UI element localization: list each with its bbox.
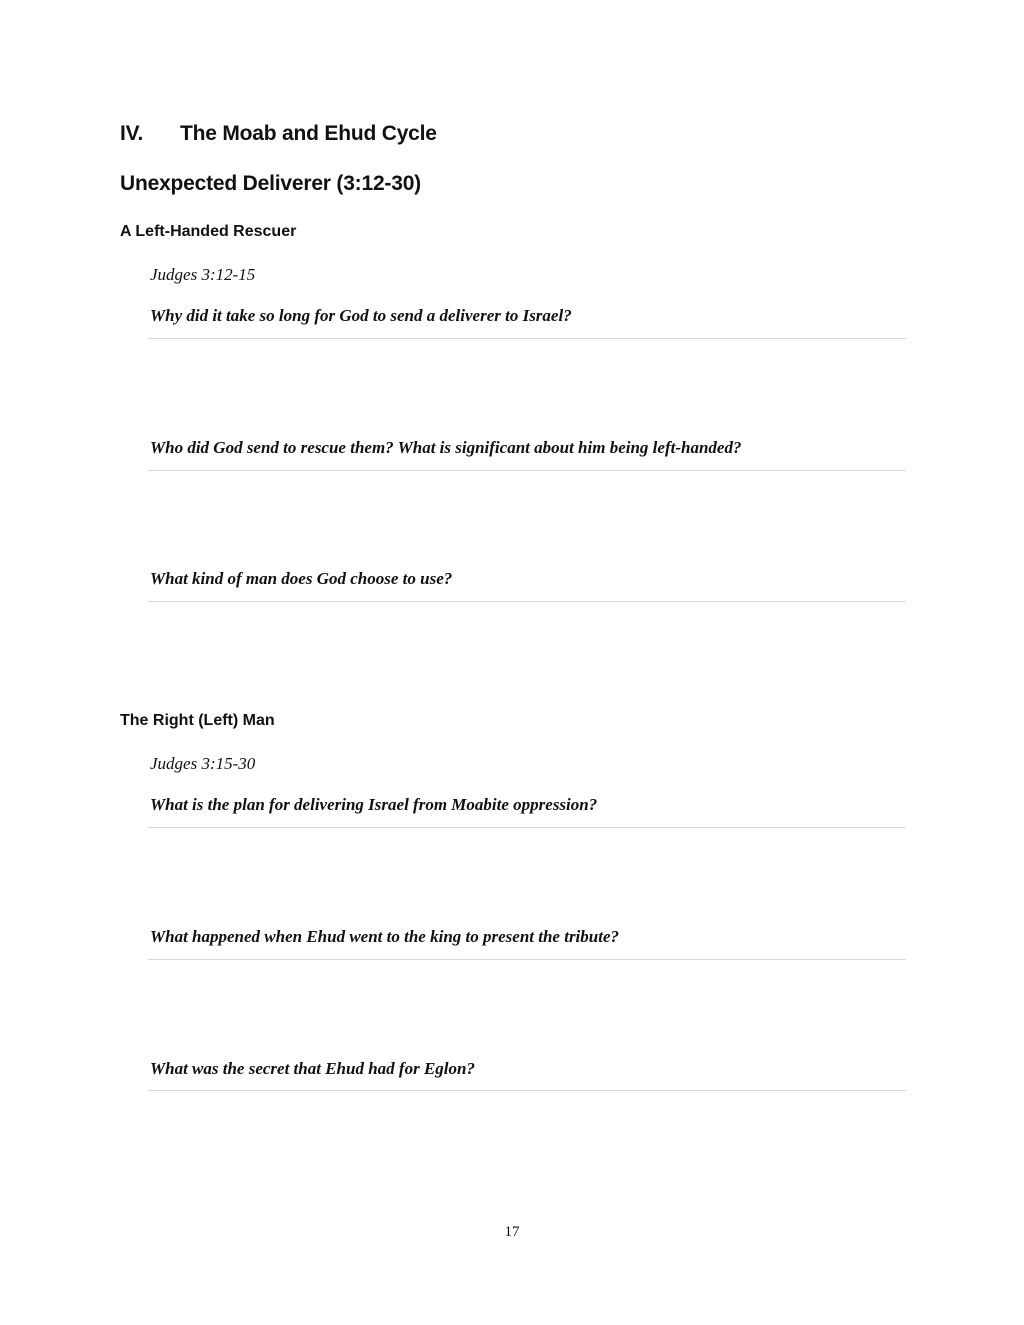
scripture-reference: Judges 3:15-30 <box>150 754 256 773</box>
subsection-title: Unexpected Deliverer (3:12-30) <box>120 172 421 195</box>
answer-line <box>148 601 906 602</box>
section-number: IV. <box>120 122 144 145</box>
page-number: 17 <box>504 1224 520 1240</box>
question: Who did God send to rescue them? What is significant about him being left-handed? <box>150 438 742 457</box>
question: Why did it take so long for God to send a deliverer to Israel? <box>150 306 572 325</box>
answer-line <box>148 338 906 339</box>
part-heading: A Left-Handed Rescuer <box>120 223 297 240</box>
answer-line <box>148 470 906 471</box>
question: What kind of man does God choose to use? <box>150 569 453 588</box>
answer-line <box>148 1090 906 1091</box>
scripture-reference: Judges 3:12-15 <box>150 265 256 284</box>
answer-line <box>148 959 906 960</box>
section-title: The Moab and Ehud Cycle <box>180 122 437 145</box>
question: What is the plan for delivering Israel from Moabite oppression? <box>150 795 598 814</box>
section-heading <box>120 122 437 146</box>
question: What happened when Ehud went to the king to present the tribute? <box>150 927 620 946</box>
part-heading: The Right (Left) Man <box>120 712 275 729</box>
question: What was the secret that Ehud had for Eglon? <box>150 1059 475 1078</box>
answer-line <box>148 827 906 828</box>
